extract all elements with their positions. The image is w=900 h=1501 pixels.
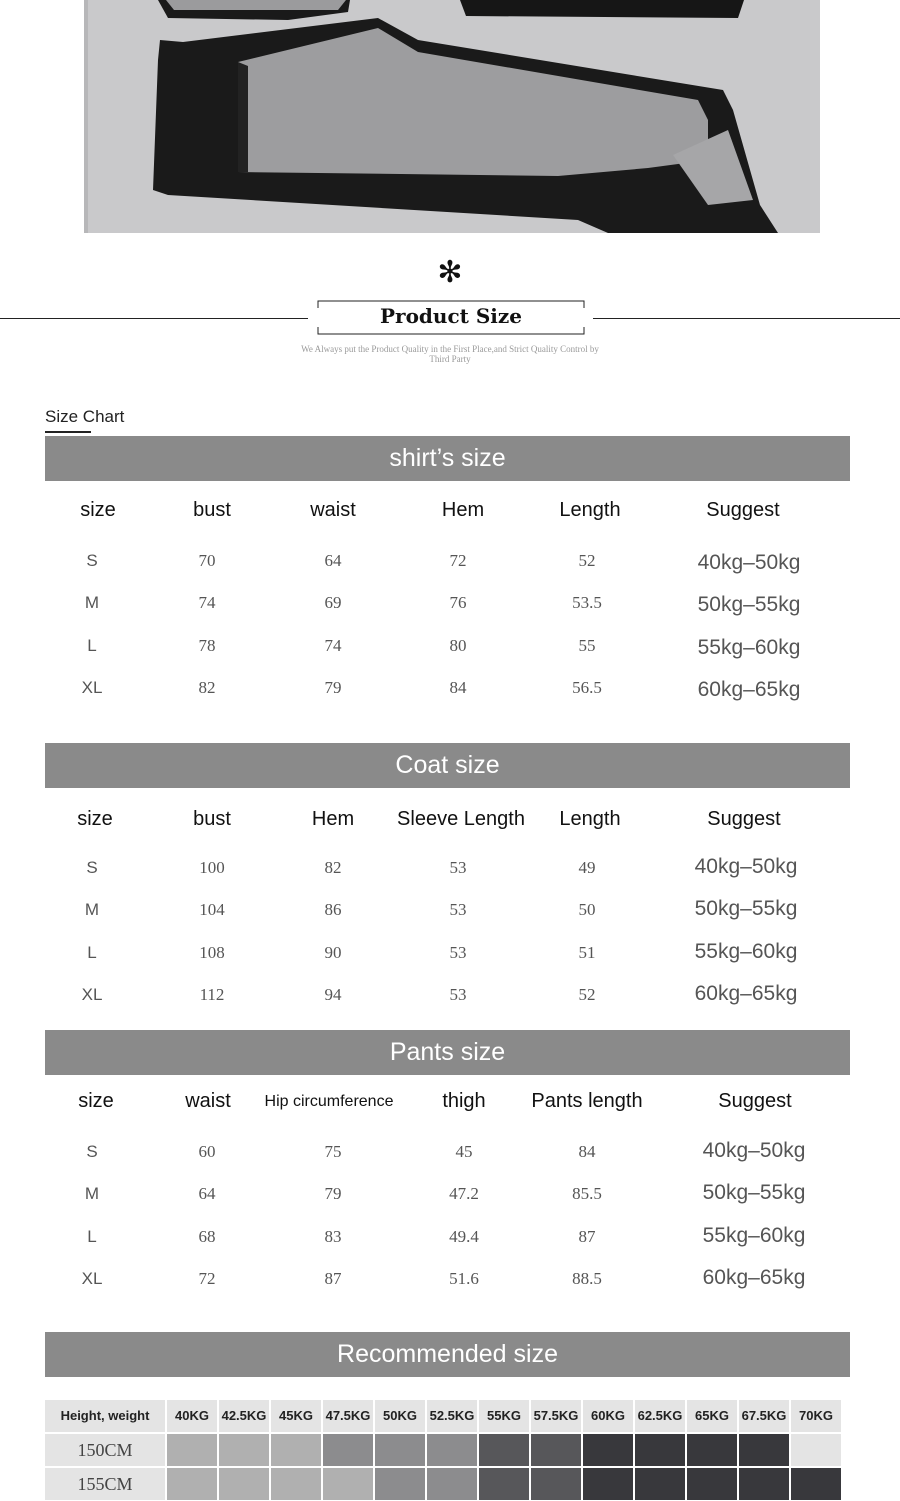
pants-table-cell: 68 [198,1226,216,1246]
divider-right [593,318,900,319]
recommended-size-header: Recommended size [45,1332,850,1377]
coat-table-cell: 86 [324,900,342,920]
recommended-height-label: 155CM [45,1468,165,1500]
coat-table-cell: 49 [578,858,596,877]
shirt-table-cell: 40kg–50kg [697,551,801,574]
shirt-table-cell: 56.5 [572,677,602,697]
pants-table-cell: 84 [578,1142,596,1161]
shirt-table-cell: 55 [578,635,596,655]
shirt-table-cell: 64 [324,551,342,570]
coat-table-cell: 108 [199,942,225,962]
coat-table-cell: 100 [199,858,225,877]
shirt-col-header: size [80,499,116,521]
shirt-table-cell: 84 [449,677,467,697]
coat-table-cell: 53 [449,984,467,1004]
recommended-cell [479,1468,529,1500]
shirt-size-header: shirt’s size [45,436,850,481]
recommended-weight-header: 42.5KG [219,1400,269,1432]
pants-table-cell: 60kg–65kg [702,1265,806,1289]
coat-table-cell: 52 [578,984,596,1004]
recommended-weight-header: 47.5KG [323,1400,373,1432]
recommended-row [45,1468,850,1501]
coat-col-header: Sleeve Length [397,808,525,830]
coat-table-cell: 53 [449,858,467,877]
coat-table-cell: 53 [449,900,467,920]
pants-table-cell: 87 [324,1268,342,1288]
shirt-col-header: bust [193,499,231,521]
coat-col-header: Hem [311,808,355,830]
recommended-cell [427,1468,477,1500]
section-title: Product Size [380,304,522,328]
pants-col-header: Suggest [718,1090,792,1112]
coat-table-cell: L [87,942,97,962]
shirt-table-cell: 80 [449,635,467,655]
recommended-cell [323,1468,373,1500]
coat-col-header: Length [559,808,621,830]
pants-col-header: Hip circumference [264,1093,394,1110]
recommended-cell [739,1468,789,1500]
divider-left [0,318,308,319]
recommended-cell [167,1468,217,1500]
coat-table-cell: 53 [449,942,467,962]
recommended-row [45,1434,850,1467]
shirt-table-cell: M [84,593,100,613]
recommended-cell [531,1468,581,1500]
coat-table-cell: 104 [199,900,225,920]
shirt-table-cell: L [87,635,97,655]
asterisk-icon: ✻ [437,255,463,290]
coat-table-cell: 82 [324,858,342,877]
coat-table-cell: S [86,858,98,877]
pants-table-cell: 50kg–55kg [702,1181,806,1205]
pants-col-header: size [78,1090,114,1112]
coat-table-cell: 90 [324,942,342,962]
recommended-height-label: 150CM [45,1434,165,1466]
recommended-cell [531,1434,581,1466]
pants-table-cell: S [86,1142,98,1161]
pants-table-cell: 85.5 [572,1184,602,1204]
recommended-cell [791,1468,841,1500]
coat-col-header: bust [193,808,231,830]
pants-table-cell: 64 [198,1184,216,1204]
recommended-weight-header: 60KG [583,1400,633,1432]
shirt-table-cell: 70 [198,551,216,570]
section-title-box [317,300,585,335]
recommended-cell [583,1468,633,1500]
coat-table-cell: 112 [199,984,225,1004]
coat-col-header: size [77,808,113,830]
coat-table-cell: 60kg–65kg [694,981,798,1005]
shirt-table-cell: XL [81,677,103,697]
coat-table-cell: 51 [578,942,596,962]
shirt-table-cell: 60kg–65kg [697,677,801,701]
pants-size-header: Pants size [45,1030,850,1075]
pants-table-cell: L [87,1226,97,1246]
pants-col-header: waist [185,1090,231,1112]
pants-table-cell: 72 [198,1268,216,1288]
size-chart-underline [45,431,91,433]
size-chart-label: Size Chart [45,407,125,426]
recommended-weight-header: 45KG [271,1400,321,1432]
coat-table-cell: 50 [578,900,596,920]
recommended-cell [219,1468,269,1500]
recommended-cell [375,1468,425,1500]
coat-table-cell: 55kg–60kg [694,939,798,963]
shirt-col-header: waist [310,499,356,521]
pants-col-header: Pants length [531,1090,643,1112]
recommended-weight-header: 55KG [479,1400,529,1432]
shirt-table-cell: 74 [198,593,216,613]
coat-table-cell: XL [81,984,103,1004]
pants-table-cell: 75 [324,1142,342,1161]
pants-table-cell: 60 [198,1142,216,1161]
recommended-weight-header: 67.5KG [739,1400,789,1432]
recommended-cell [791,1434,841,1466]
coat-table-cell: 50kg–55kg [694,897,798,921]
section-subtitle: We Always put the Product Quality in the First Place,and Strict Quality Control by Third Party [301,344,599,364]
shirt-table-cell: 72 [449,551,467,570]
pants-table-cell: 83 [324,1226,342,1246]
recommended-weight-header: 62.5KG [635,1400,685,1432]
shirt-table-cell: 76 [449,593,467,613]
shirt-table-cell: 50kg–55kg [697,593,801,617]
recommended-cell [167,1434,217,1466]
coat-table-cell: 94 [324,984,342,1004]
recommended-cell [271,1468,321,1500]
shirt-col-header: Hem [441,499,485,521]
recommended-weight-header: 52.5KG [427,1400,477,1432]
pants-table-cell: XL [81,1268,103,1288]
coat-table-cell: 40kg–50kg [694,855,798,878]
recommended-cell [635,1434,685,1466]
pants-col-header: thigh [442,1090,486,1112]
shirt-table-cell: 82 [198,677,216,697]
recommended-cell [635,1468,685,1500]
recommended-cell [479,1434,529,1466]
coat-table-cell: M [84,900,100,920]
recommended-cell [583,1434,633,1466]
recommended-weight-header: 70KG [791,1400,841,1432]
pants-table-cell: M [84,1184,100,1204]
recommended-cell [687,1468,737,1500]
coat-col-header: Suggest [707,808,781,830]
recommended-cell [219,1434,269,1466]
pants-table-cell: 49.4 [449,1226,479,1246]
recommended-cell [687,1434,737,1466]
shirt-table-cell: 78 [198,635,216,655]
pants-table-cell: 40kg–50kg [702,1139,806,1162]
recommended-weight-header: 57.5KG [531,1400,581,1432]
pants-table-cell: 51.6 [449,1268,479,1288]
recommended-weight-header: 50KG [375,1400,425,1432]
pants-table-cell: 79 [324,1184,342,1204]
recommended-corner-label: Height, weight [45,1400,165,1432]
pants-table-cell: 87 [578,1226,596,1246]
shirt-col-header: Length [559,499,621,521]
pants-table-cell: 47.2 [449,1184,479,1204]
recommended-weight-header: 40KG [167,1400,217,1432]
recommended-cell [427,1434,477,1466]
shirt-table-cell: 53.5 [572,593,602,613]
shirt-table-cell: 74 [324,635,342,655]
recommended-weight-header: 65KG [687,1400,737,1432]
recommended-cell [739,1434,789,1466]
shirt-table-cell: 69 [324,593,342,613]
shirt-table-cell: 55kg–60kg [697,635,801,659]
recommended-cell [323,1434,373,1466]
pants-table-cell: 88.5 [572,1268,602,1288]
shirt-col-header: Suggest [706,499,780,521]
product-photo [84,0,816,233]
recommended-header-row [45,1400,850,1433]
shirt-table-cell: 52 [578,551,596,570]
shirt-table-cell: S [86,551,98,570]
recommended-cell [271,1434,321,1466]
coat-size-header: Coat size [45,743,850,788]
pants-table-cell: 55kg–60kg [702,1223,806,1247]
shirt-table-cell: 79 [324,677,342,697]
pants-table-cell: 45 [455,1142,473,1161]
recommended-cell [375,1434,425,1466]
clothing-illustration [88,0,820,233]
